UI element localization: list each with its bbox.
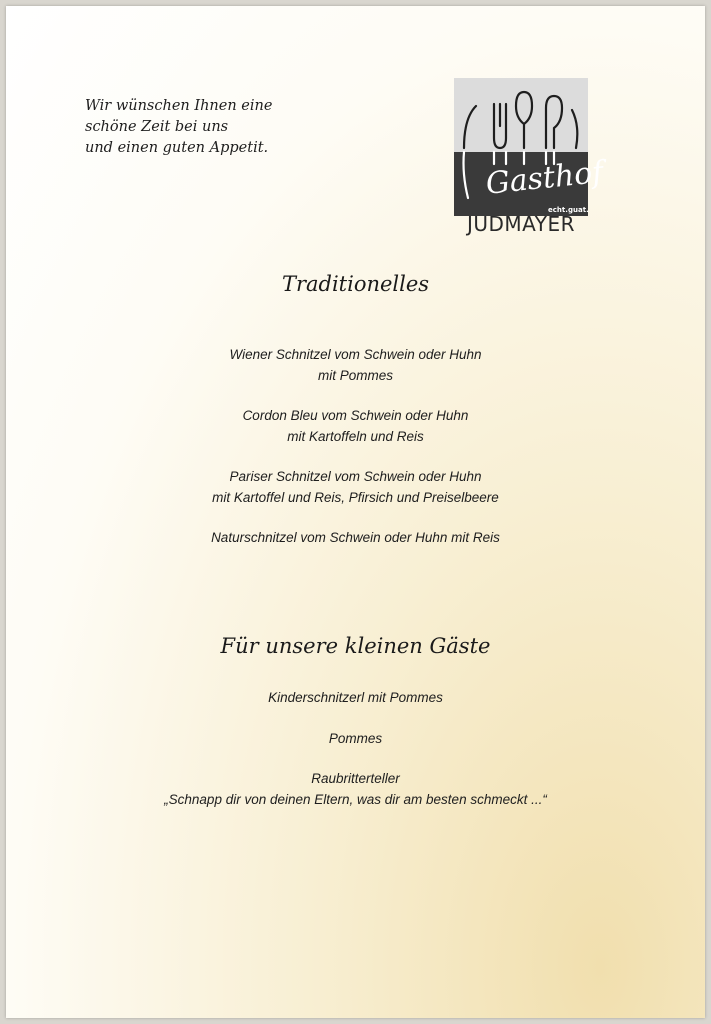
menu-page	[6, 6, 705, 1018]
logo-upper-block	[454, 78, 588, 152]
menu-item-name: Pommes	[328, 731, 383, 746]
menu-item	[6, 728, 705, 749]
menu-item-name: Pariser Schnitzel vom Schwein oder Huhn	[229, 469, 482, 484]
menu-item-name: Naturschnitzel vom Schwein oder Huhn mit Reis	[211, 530, 500, 545]
menu-item	[6, 687, 705, 708]
logo-name-text: JUDMAYER	[466, 212, 576, 236]
menu-item-detail: „Schnapp dir von deinen Eltern, was dir am besten schmeckt ...“	[164, 792, 547, 807]
menu-item	[6, 466, 705, 508]
menu-item	[6, 344, 705, 386]
greeting-line: und einen guten Appetit.	[85, 140, 269, 156]
menu-item	[6, 405, 705, 447]
menu-item-detail: mit Kartoffeln und Reis	[287, 429, 424, 444]
menu-item	[6, 768, 705, 810]
gasthof-judmayer-logo	[454, 78, 605, 236]
menu-item-name: Raubritterteller	[311, 771, 400, 786]
menu-item-name: Cordon Bleu vom Schwein oder Huhn	[242, 408, 469, 423]
greeting-text	[85, 96, 385, 159]
greeting-line: schöne Zeit bei uns	[85, 119, 229, 135]
menu-item-name: Kinderschnitzerl mit Pommes	[268, 690, 443, 705]
menu-item-detail: mit Pommes	[317, 368, 393, 383]
logo-tagline-left: echt.	[548, 206, 568, 214]
menu-item	[6, 527, 705, 548]
menu-item-detail: mit Kartoffel und Reis, Pfirsich und Preiselbeere	[212, 490, 499, 505]
menu-item-name: Wiener Schnitzel vom Schwein oder Huhn	[229, 347, 482, 362]
section-title-kinder: Für unsere kleinen Gäste	[220, 634, 491, 658]
logo-tagline-right: guat.	[568, 206, 589, 214]
greeting-line: Wir wünschen Ihnen eine	[85, 98, 273, 114]
section-title-traditionelles: Traditionelles	[281, 272, 430, 296]
logo-script-text: Gasthof	[484, 154, 605, 202]
